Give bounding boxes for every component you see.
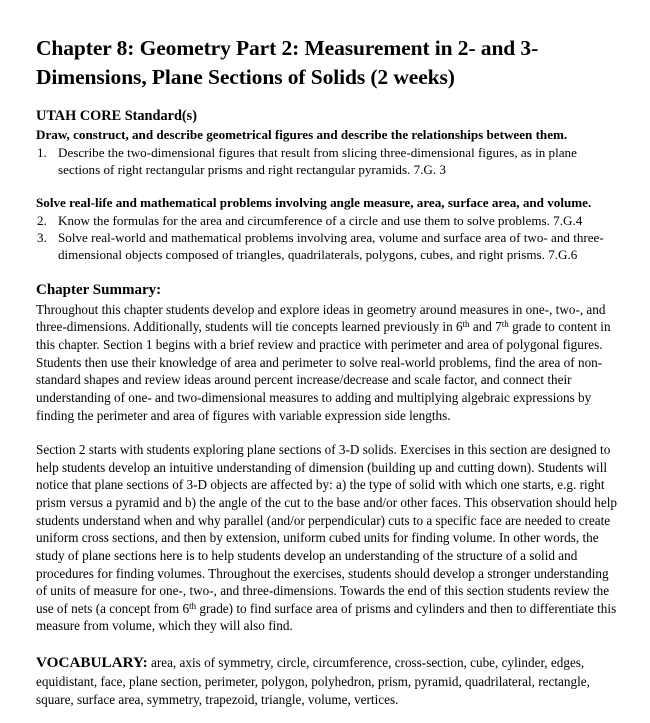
ordinal-suffix: th: [501, 319, 509, 330]
vocabulary-terms: area, axis of symmetry, circle, circumference, cross-section, cube, cylinder, edges, equidistant, face, plane section, perimeter, polygon, polyhedron, prism, pyramid, quadrilateral, rectangle, square, surface area, symmetry, trapezoid, triangle, volume, vertices.: [36, 655, 590, 707]
list-item-number: 2.: [37, 212, 47, 228]
paragraph-text-part: Throughout this chapter students develop and explore ideas in geometry around measures in one-, two-, and three-dimensions. Additionally, students will tie concepts learned previously in 6: [36, 301, 606, 335]
standards-list-1: [36, 144, 620, 178]
list-item-number: 3.: [37, 229, 47, 245]
paragraph-text-part: grade) to find surface area of prisms and cylinders and then to differentiate this measure from volume, which they will also find.: [36, 600, 617, 634]
core-standards-section: [36, 107, 620, 263]
page-title: Chapter 8: Geometry Part 2: Measurement in 2- and 3-Dimensions, Plane Sections of Solids (2 weeks): [36, 36, 539, 89]
paragraph-text-part: and 7: [469, 319, 502, 335]
chapter-summary-paragraph-2: [36, 441, 620, 635]
vocabulary-section: [36, 653, 620, 709]
list-item-number: 1.: [37, 145, 47, 161]
standard-group-heading-2: Solve real-life and mathematical problems involving angle measure, area, surface area, and volume.: [36, 195, 592, 211]
paragraph-text-part: grade to content in this chapter. Section 1 begins with a brief review and practice with perimeter and area of polygonal figures. Students then use their knowledge of area and perimeter to solve real-world problems, find the area of non-standard shapes and review ideas around percent increase/decrease and scale factor, and connect their understanding of one- and two-dimensional measures to adding and multiplying algebraic expressions by finding the perimeter and area of figures with variable expression side lengths.: [36, 319, 611, 423]
chapter-summary-section: [36, 280, 620, 635]
ordinal-suffix: th: [189, 601, 197, 611]
paragraph-text-part: Section 2 starts with students exploring plane sections of 3-D solids. Exercises in this section are designed to help students develop an intuitive understanding of dimension (building up and cutting down). Students will notice that plane sections of 3-D objects are affected by: a) the type of solid with which one starts, e.g. right prism versus a pyramid and b) the angle of the cut to the base and/or other faces. This observation should help students understand when and why parallel (and/or perpendicular) cuts to a specific face are needed to create uniform cross sections, and then by extension, uniform cubed units for finding volume. In other words, the study of plane sections here is to help students develop an understanding of the structure of a solid and procedures for finding volumes. Throughout the exercises, students should develop a stronger understanding of units of measure for one-, two-, and three-dimensions. Towards the end of this section students review the use of nets (a concept from 6: [36, 442, 617, 616]
list-item: [36, 229, 620, 263]
list-item-text: Solve real-world and mathematical problems involving area, volume and surface area of two- and three-dimensional objects composed of triangles, quadrilaterals, polygons, cubes, and right prisms. 7.G.6: [58, 229, 604, 262]
list-item-text: Describe the two-dimensional figures that result from slicing three-dimensional figures, as in plane sections of right rectangular prisms and right rectangular pyramids. 7.G. 3: [58, 145, 577, 178]
vocabulary-label: VOCABULARY:: [36, 654, 148, 672]
chapter-summary-heading: Chapter Summary:: [36, 281, 162, 298]
core-standards-heading: UTAH CORE Standard(s): [36, 108, 197, 125]
standards-list-2: [36, 212, 620, 263]
ordinal-suffix: th: [462, 319, 470, 330]
standards-group-spacer: [36, 178, 620, 194]
chapter-summary-paragraph-1: [36, 301, 620, 424]
list-item: [36, 144, 620, 178]
list-item: [36, 212, 620, 229]
standard-group-heading-1: Draw, construct, and describe geometrical figures and describe the relationships between them.: [36, 127, 568, 143]
list-item-text: Know the formulas for the area and circumference of a circle and use them to solve problems. 7.G.4: [58, 212, 583, 228]
